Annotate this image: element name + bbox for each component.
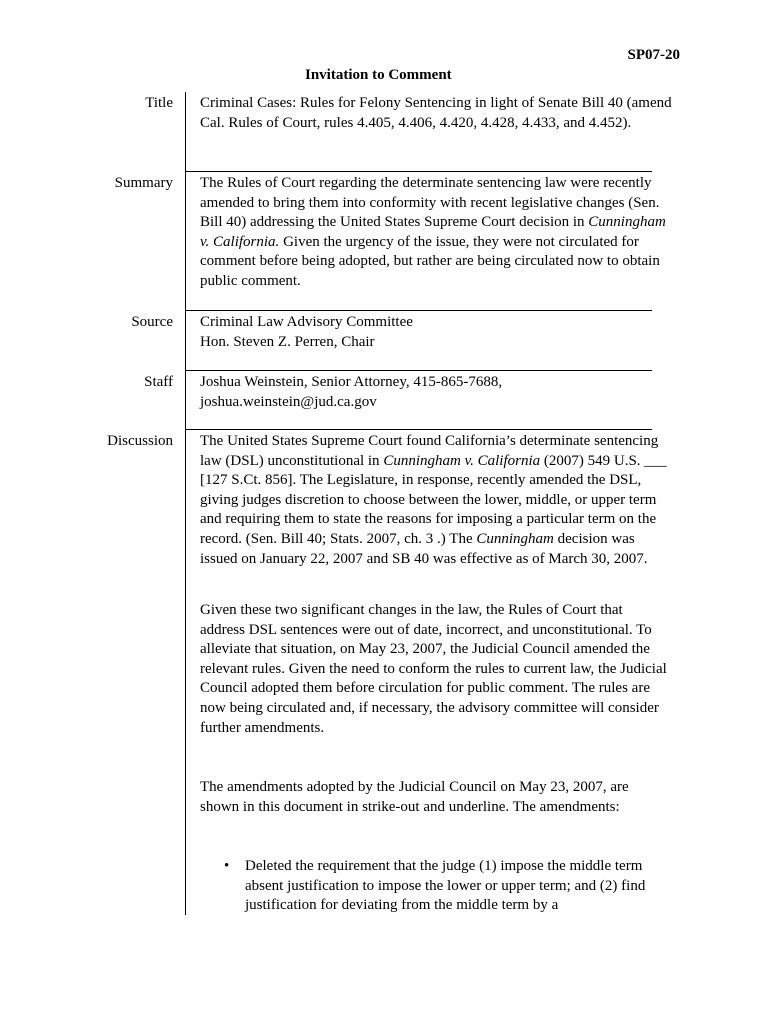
summary-text-part2: Given the urgency of the issue, they were not circulated for comment before being adopted, but rather are being circulated now to obtain public comment.	[200, 233, 660, 289]
discussion-p1-part1: The United States Supreme Court found California’s determinate sentencing law (DSL) unconstitutional in	[200, 433, 659, 469]
discussion-case-name: Cunningham v. California	[383, 452, 541, 469]
source-text	[200, 313, 672, 352]
discussion-label: Discussion	[107, 433, 173, 449]
discussion-p1-part3: decision was issued on January 22, 2007 and SB 40 was effective as of March 30, 2007.	[200, 530, 648, 567]
document-code: SP07-20	[627, 47, 680, 63]
source-chair: Hon. Steven Z. Perren, Chair	[200, 333, 375, 350]
summary-text-part1: The Rules of Court regarding the determinate sentencing law were recently amended to bring them into conformity with recent legislative changes (Sen. Bill 40) addressing the United States Supreme Court decision in	[200, 175, 660, 231]
staff-contact: Joshua Weinstein, Senior Attorney, 415-865-7688,	[200, 374, 503, 390]
discussion-paragraph-3: The amendments adopted by the Judicial Council on May 23, 2007, are shown in this document in strike-out and underline. The amendments:	[200, 779, 629, 815]
bullet-icon: •	[224, 858, 230, 874]
list-item	[200, 857, 670, 916]
staff-email: joshua.weinstein@jud.ca.gov	[200, 393, 377, 410]
section-divider-3	[185, 370, 652, 371]
discussion-paragraph-1	[200, 432, 670, 569]
title-text: Criminal Cases: Rules for Felony Sentencing in light of Senate Bill 40 (amend Cal. Rules of Court, rules 4.405, 4.406, 4.420, 4.428, 4.433, and 4.452).	[200, 95, 672, 131]
summary-case-name: Cunningham v. California.	[200, 214, 666, 250]
amendment-bullet-1-text: Deleted the requirement that the judge (1) impose the middle term absent justification to impose the lower or upper term; and (2) find justification for deviating from the middle term by a	[245, 858, 646, 914]
staff-text	[200, 373, 672, 412]
staff-label: Staff	[144, 374, 173, 390]
section-divider-1	[185, 171, 652, 172]
title-label: Title	[145, 95, 173, 111]
source-committee: Criminal Law Advisory Committee	[200, 314, 413, 330]
section-divider-4	[185, 429, 652, 430]
column-divider	[185, 92, 186, 915]
summary-text	[200, 174, 670, 292]
summary-label: Summary	[114, 175, 173, 191]
amendments-list	[200, 857, 670, 916]
discussion-case-name-2: Cunningham	[476, 530, 554, 547]
source-label: Source	[131, 314, 173, 330]
discussion-p1-part2: (2007) 549 U.S. ___ [127 S.Ct. 856]. The Legislature, in response, recently amended the DSL, giving judges discretion to choose between the lower, middle, or upper term and requiring them to state the reasons for imposing a particular term on the record. (Sen. Bill 40; Stats. 2007, ch. 3 .) The	[200, 452, 667, 547]
discussion-paragraph-2: Given these two significant changes in the law, the Rules of Court that address DSL sentences were out of date, incorrect, and unconstitutional. To alleviate that situation, on May 23, 2007, the Judicial Council amended the relevant rules. Given the need to conform the rules to current law, the Judicial Council adopted them before circulation for public comment. The rules are now being circulated and, if necessary, the advisory committee will consider further amendments.	[200, 602, 667, 736]
document-heading: Invitation to Comment	[305, 67, 452, 83]
section-divider-2	[185, 310, 652, 311]
